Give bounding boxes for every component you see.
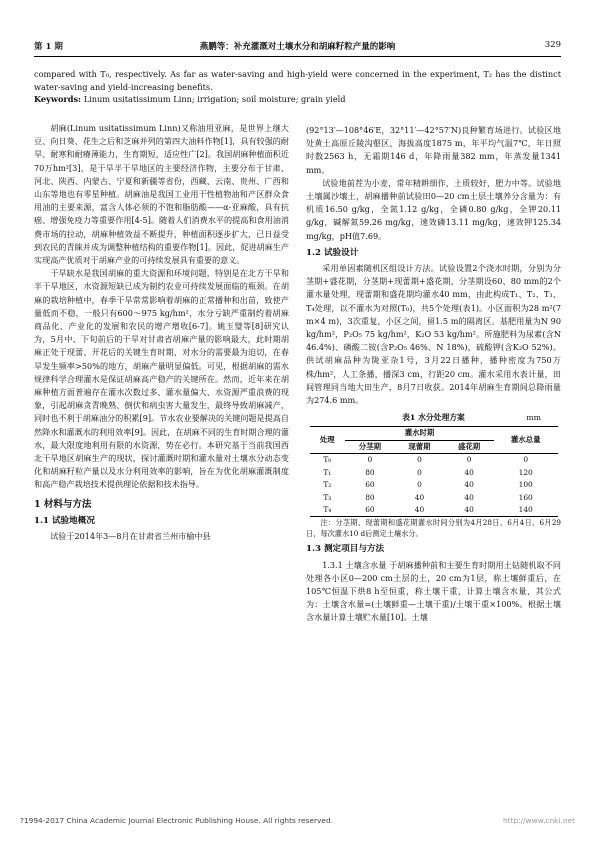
table-cell: 0 — [466, 455, 472, 465]
table-cell: 140 — [494, 504, 558, 517]
keywords-line — [34, 93, 561, 106]
table-cell: 40 — [464, 492, 474, 502]
soil-moisture-paragraph: 1.3.1 土壤含水量 于胡麻播种前和主要生育时期用土钻随机取不同处理各小区0—200 cm土层的土，20 cm为1层，称土壤鲜重后，在105℃恒温下烘8 h至恒重，称土壤干重，计算土壤含水量，其公式为：土壤含水量=(土壤鲜重—土壤干重)/土壤干重×100%。根据土壤含水量计算土壤贮水量[10]。土壤 — [306, 559, 561, 623]
table-note: 注：分茎期、现蕾期和盛花期灌水时间分别为4月28日、6月4日、6月29日，每次灌水10 d后测定土壤水分。 — [306, 518, 561, 539]
table-caption: 表1 水分处理方案 — [402, 413, 465, 423]
col-header-total: 灌水总量 — [494, 427, 558, 454]
site-paragraph: 试验于2014年3—8月在甘肃省兰州市榆中县 — [50, 531, 211, 542]
table-unit: mm — [526, 413, 541, 423]
subsection-heading-methods: 1.3 测定项目与方法 — [306, 544, 385, 555]
table-row — [310, 504, 558, 517]
issue-number: 第 1 期 — [34, 42, 63, 52]
page-number: 329 — [544, 40, 561, 50]
table-title — [306, 411, 561, 424]
soil-paragraph: 试验地前茬为小麦，常年精耕细作，土质较好，肥力中等。试验地土壤属沙壤土，胡麻播种前试验田0—20 cm土层土壤养分含量为：有机质16.50 g/kg，全氮1.12 g/kg，全磷0.80 g/kg，全钾20.11 g/kg，碱解氮59.26 mg/kg，速效磷13.11 mg/kg，速效钾125.34 mg/kg，pH值7.69。 — [306, 177, 561, 241]
keywords-label: Keywords: — [34, 94, 82, 105]
table-cell: T₂ — [323, 480, 332, 490]
table-cell: 100 — [518, 480, 533, 490]
col-header-period: 灌水时期 — [345, 427, 494, 440]
page-footer — [20, 816, 575, 825]
section-heading-materials: 1 材料与方法 — [34, 498, 92, 510]
table-cell: T₃ — [323, 492, 332, 502]
header-rule — [34, 56, 561, 57]
table-cell: T₀ — [323, 455, 332, 465]
col-header-budding: 现蕾期 — [395, 440, 445, 453]
table-cell: 60 — [345, 504, 395, 517]
right-column — [306, 124, 561, 625]
source-link[interactable]: http://www.cnki.net — [502, 816, 575, 825]
table-cell: 80 — [365, 492, 375, 502]
table-cell: 120 — [518, 467, 533, 477]
table-cell: 80 — [365, 467, 375, 477]
abstract-tail: compared with T₀, respectively. As far as water-saving and high-yield were concerned in the experiment, T₂ has the distinct water-saving and yield-increasing benefits. — [34, 69, 561, 92]
irrigation-table — [310, 426, 558, 517]
left-column — [34, 122, 289, 543]
running-header — [34, 40, 561, 54]
keywords-text: Linum usitatissimum Linn; irrigation; soil moisture; grain yield — [83, 94, 346, 105]
table-cell: 60 — [365, 480, 375, 490]
table-cell: 0 — [523, 455, 529, 465]
subsection-heading-site: 1.1 试验地概况 — [34, 515, 95, 526]
table-cell: 0 — [367, 455, 373, 465]
table-cell: 0 — [417, 467, 422, 477]
table-cell: T₁ — [323, 467, 332, 477]
table-cell: 0 — [417, 480, 422, 490]
table-cell: 40 — [414, 492, 425, 502]
table-cell: 0 — [417, 455, 422, 465]
col-header-flowering: 盛花期 — [444, 440, 494, 453]
copyright-notice: ?1994-2017 China Academic Journal Electronic Publishing House. All rights reserved. — [20, 816, 334, 825]
table-row — [310, 492, 558, 504]
design-paragraph: 采用单因素随机区组设计方法。试验设置2个浇水时期，分别为分茎期+盛花期，分茎期+现蕾期+盛花期，分茎期设60、80 mm的2个灌水量处理，现蕾期和盛花期均灌水40 mm，由此构成T₁、T₂、T₃、T₄处理，以不灌水为对照(T₀)，共5个处理(表1)。小区面积为28 m²(7 m×4 m)，3次重复，小区之间，留1.5 m的隔离区。基肥用量为N 90 kg/hm²，P₂O₅ 75 kg/hm²，K₂O 53 kg/hm²。所施肥料为尿素(含N 46.4%)、磷酸二铵(含P₂O₅ 46%、N 18%)，硫酸钾(含K₂O 52%)。供试胡麻品种为陇亚杂1号，3月22日播种，播种密度为750万株/hm²，人工条播，播深3 cm，行距20 cm。灌水采用水表计量，田间管理同当地大田生产，8月7日收获。2014年胡麻生育期间总降雨量为274.6 mm。 — [306, 263, 561, 406]
site-continued-paragraph: (92°13′—108°46′E，32°11′—42°57′N)良种繁育场进行。试验区地处黄土高原丘陵沟壑区，海拔高度1875 m，年平均气温7℃，年日照时数2563 h，无霜期146 d，年降雨量382 mm，年蒸发量1341 mm。 — [306, 125, 561, 175]
table-cell: 40 — [464, 467, 474, 477]
abstract-block — [34, 68, 561, 106]
table-row — [310, 479, 558, 491]
table-row — [310, 467, 558, 479]
subsection-heading-design: 1.2 试验设计 — [306, 247, 359, 258]
table-cell: 40 — [444, 504, 494, 517]
table-row — [310, 454, 558, 467]
table-cell: 40 — [395, 504, 445, 517]
header-title: 燕鹏等：补充灌溉对土壤水分和胡麻籽粒产量的影响 — [199, 42, 396, 52]
intro-paragraph-2: 干旱缺水是我国胡麻的重大资源和环境问题，特别是在北方干旱和半干旱地区，水资源短缺已成为制约农业可持续发展面临的瓶颈。在胡麻的栽培种植中，春季干旱常常影响着胡麻的正常播种和出苗，致使产量低而不稳，一般只有600～975 kg/hm²，水分亏缺严重制约着胡麻商品化、产业化的发展和农民的增产增收[6-7]。姚玉璧等[8]研究认为，5月中、下旬前后的干旱对甘肃省胡麻产量的影响最大，此时期胡麻正处于现蕾、开花后的关键生育时期，对水分的需要最为迫切，在春旱发生频率>50%的地方，胡麻产量明显偏低。可见，根据胡麻的需水规律科学合理灌水是保证胡麻高产稳产的关键所在。然而，近年来在胡麻种植方面普遍存在灌水次数过多、灌水量偏大、水资源严重浪费的现象，引起胡麻贪青晚熟、倒伏和病虫害大量发生，最终导致胡麻减产，同时也不利于胡麻油分的积累[9]。节水农业要解决的关键问题是提高自然降水和灌溉水的利用效率[9]。因此，在胡麻不同的生育时期合理的灌水，最大限度地利用有限的水资源，势在必行。本研究基于当前我国西北干旱地区胡麻生产的现状，探讨灌溉时期和灌水量对土壤水分动态变化和胡麻籽粒产量以及水分利用效率的影响，旨在为优化胡麻灌溉制度和高产稳产栽培技术提供理论依据和技术指导。 — [34, 268, 289, 490]
intro-paragraph-1: 胡麻(Linum usitatissimum Linn)又称油用亚麻，是世界上继大豆、向日葵、花生之后和芝麻并列的第四大油料作物[1]，具有较强的耐旱、耐寒和耐瘠薄能力，生育期短，适应性广[2]。我国胡麻种植面积近70万hm²[3]，是干旱半干旱地区的主要经济作物，主要分布于甘肃、河北、陕西、内蒙古、宁夏和新疆等省份，西藏、云南、贵州、广西和山东等地也有零星种植。胡麻油是我国工业用干性植物油和产区群众食用油的主要来源，富含人体必须的不饱和脂肪酸——α-亚麻酸，具有抗癌、增强免疫力等重要作用[4-5]。随着人们消费水平的提高和食用油消费市场的拉动，胡麻种植效益不断提升，种植面积逐步扩大，已日益受到农民的青睐并成为调整种植结构的重要作物[1]。因此，促进胡麻生产实现高产优质对于胡麻产业的可持续发展具有重要的意义。 — [34, 123, 289, 266]
table-cell: T₄ — [310, 504, 346, 517]
table-cell: 40 — [464, 480, 474, 490]
col-header-treatment: 处理 — [310, 427, 346, 454]
col-header-tillering: 分茎期 — [345, 440, 395, 453]
table-cell: 160 — [518, 492, 533, 502]
